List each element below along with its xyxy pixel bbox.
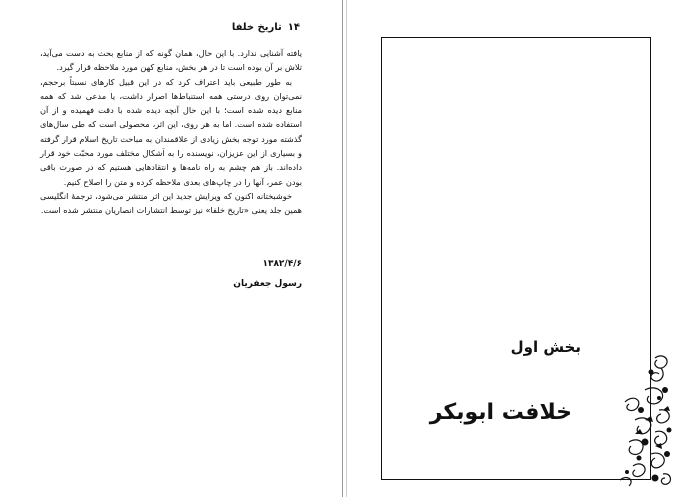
- author-name: رسول جعفریان: [233, 279, 302, 289]
- running-title: تاریخ خلفا: [231, 22, 282, 33]
- date: ۱۳۸۲/۴/۶: [262, 259, 302, 269]
- part-title: خلافت ابوبکر: [429, 400, 572, 425]
- body-text: [40, 46, 302, 218]
- right-page: [347, 0, 684, 497]
- paragraph: یافته آشنایی ندارد. با این حال، همان گونه که از منابع بحث به دست می‌آید، تلاش بر آن بوده است تا در هر بخش، منابع کهن مورد ملاحظه قرار گیرد.: [40, 48, 302, 73]
- gutter-line: [342, 0, 343, 497]
- floral-ornament-icon: [615, 350, 675, 490]
- paragraph: به طور طبیعی باید اعتراف کرد که در این قبیل کارهای نسبتاً برحجم، نمی‌توان روی درستی همه استنباط‌ها اصرار داشت، یا مدعی شد که همه منابع دیده شده است؛ با این حال آنچه دیده شده با دقت فهمیده و از آن استفاده شده است. اما به هر روی، این اثر، محصولی است که طی سال‌های گذشته مورد توجه بخش زیادی از علاقمندان به مباحث تاریخ اسلام قرار گرفته و بسیاری از این عزیزان، نویسنده را به اَشکال مختلف مورد محبّت خود قرار داده‌اند. باز هم چشم به راه نامه‌ها و انتقادهایی هستیم که در صورت باقی بودن عمر، آنها را در چاپ‌های بعدی ملاحظه کرده و متن را اصلاح کنیم.: [40, 76, 302, 187]
- page-number: ۱۴: [287, 22, 300, 33]
- signature-block: [182, 254, 302, 294]
- paragraph: خوشبختانه اکنون که ویرایش جدید این اثر منتشر می‌شود، ترجمهٔ انگلیسی همین جلد یعنی «تاریخ خلفا» نیز توسط انتشارات انصاریان منتشر شده است.: [40, 190, 302, 216]
- part-label: بخش اول: [510, 338, 581, 356]
- running-head: [30, 22, 300, 33]
